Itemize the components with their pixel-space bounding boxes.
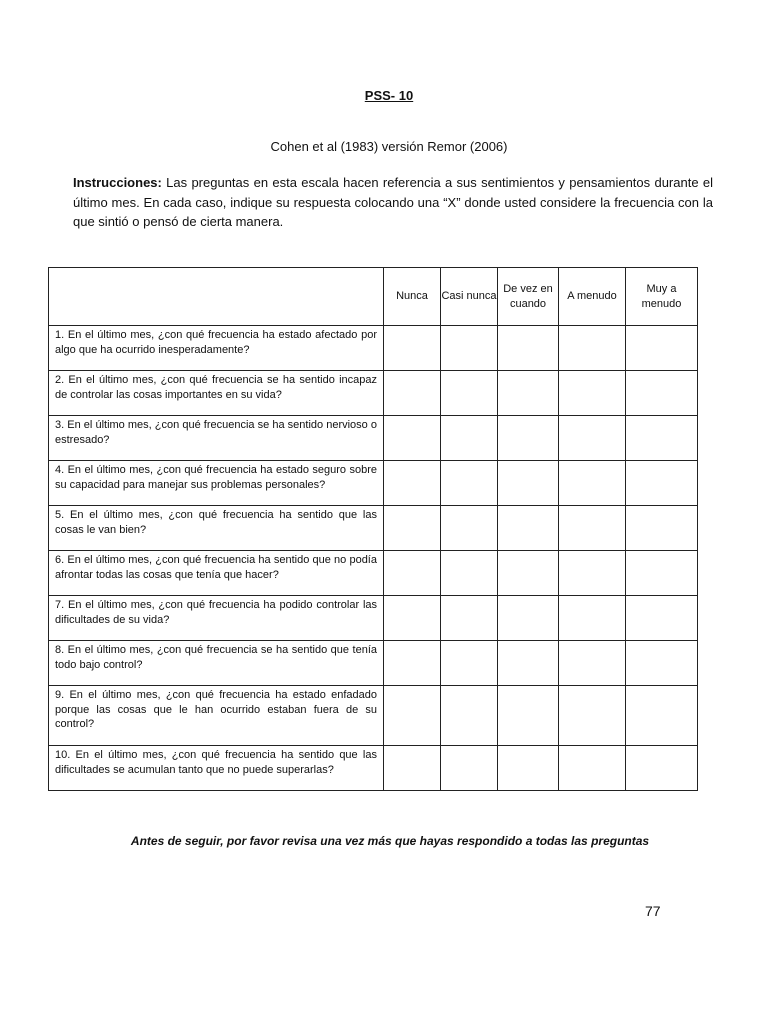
- answer-cell-muy-a-menudo[interactable]: [626, 746, 698, 791]
- question-text: 1. En el último mes, ¿con qué frecuencia ha estado afectado por algo que ha ocurrido inesperadamente?: [49, 326, 384, 371]
- answer-cell-de-vez-en-cuando[interactable]: [498, 416, 559, 461]
- answer-cell-de-vez-en-cuando[interactable]: [498, 686, 559, 746]
- table-row: [49, 686, 698, 746]
- question-text: 10. En el último mes, ¿con qué frecuencia ha sentido que las dificultades se acumulan tanto que no puede superarlas?: [49, 746, 384, 791]
- answer-cell-nunca[interactable]: [384, 551, 441, 596]
- question-text: 7. En el último mes, ¿con qué frecuencia ha podido controlar las dificultades de su vida?: [49, 596, 384, 641]
- answer-cell-muy-a-menudo[interactable]: [626, 371, 698, 416]
- answer-cell-de-vez-en-cuando[interactable]: [498, 506, 559, 551]
- answer-cell-casi-nunca[interactable]: [441, 596, 498, 641]
- answer-cell-a-menudo[interactable]: [559, 461, 626, 506]
- answer-cell-casi-nunca[interactable]: [441, 326, 498, 371]
- answer-cell-muy-a-menudo[interactable]: [626, 551, 698, 596]
- answer-cell-nunca[interactable]: [384, 686, 441, 746]
- answer-cell-a-menudo[interactable]: [559, 326, 626, 371]
- answer-cell-de-vez-en-cuando[interactable]: [498, 461, 559, 506]
- answer-cell-a-menudo[interactable]: [559, 686, 626, 746]
- question-text: 3. En el último mes, ¿con qué frecuencia se ha sentido nervioso o estresado?: [49, 416, 384, 461]
- answer-cell-nunca[interactable]: [384, 416, 441, 461]
- answer-cell-muy-a-menudo[interactable]: [626, 506, 698, 551]
- answer-cell-a-menudo[interactable]: [559, 746, 626, 791]
- question-text: 9. En el último mes, ¿con qué frecuencia ha estado enfadado porque las cosas que le han ocurrido estaban fuera de su control?: [49, 686, 384, 746]
- answer-cell-nunca[interactable]: [384, 371, 441, 416]
- question-text: 6. En el último mes, ¿con qué frecuencia ha sentido que no podía afrontar todas las cosas que tenía que hacer?: [49, 551, 384, 596]
- footer-reminder-note: Antes de seguir, por favor revisa una vez más que hayas respondido a todas las preguntas: [130, 834, 650, 848]
- question-text: 2. En el último mes, ¿con qué frecuencia se ha sentido incapaz de controlar las cosas importantes en su vida?: [49, 371, 384, 416]
- page-title: PSS- 10: [364, 88, 414, 103]
- answer-cell-a-menudo[interactable]: [559, 506, 626, 551]
- answer-cell-casi-nunca[interactable]: [441, 686, 498, 746]
- answer-cell-muy-a-menudo[interactable]: [626, 596, 698, 641]
- answer-cell-casi-nunca[interactable]: [441, 746, 498, 791]
- column-header-nunca: Nunca: [384, 268, 441, 326]
- table-row: [49, 371, 698, 416]
- answer-cell-nunca[interactable]: [384, 641, 441, 686]
- instructions-text: Las preguntas en esta escala hacen referencia a sus sentimientos y pensamientos durante el último mes. En cada caso, indique su respuesta colocando una “X” donde usted considere la frecuencia con la que sintió o pensó de cierta manera.: [73, 175, 713, 229]
- citation-subtitle: Cohen et al (1983) versión Remor (2006): [270, 139, 508, 154]
- answer-cell-a-menudo[interactable]: [559, 551, 626, 596]
- instructions-label: Instrucciones:: [73, 175, 162, 190]
- question-text: 5. En el último mes, ¿con qué frecuencia ha sentido que las cosas le van bien?: [49, 506, 384, 551]
- answer-cell-de-vez-en-cuando[interactable]: [498, 641, 559, 686]
- column-header-a-menudo: A menudo: [559, 268, 626, 326]
- answer-cell-de-vez-en-cuando[interactable]: [498, 326, 559, 371]
- answer-cell-muy-a-menudo[interactable]: [626, 326, 698, 371]
- answer-cell-casi-nunca[interactable]: [441, 551, 498, 596]
- answer-cell-casi-nunca[interactable]: [441, 506, 498, 551]
- table-row: [49, 506, 698, 551]
- answer-cell-nunca[interactable]: [384, 461, 441, 506]
- answer-cell-a-menudo[interactable]: [559, 371, 626, 416]
- answer-cell-nunca[interactable]: [384, 596, 441, 641]
- pss-scale-table: [48, 267, 698, 791]
- table-row: [49, 596, 698, 641]
- answer-cell-muy-a-menudo[interactable]: [626, 461, 698, 506]
- column-header-de-vez-en-cuando: De vez en cuando: [498, 268, 559, 326]
- question-column-header: [49, 268, 384, 326]
- answer-cell-muy-a-menudo[interactable]: [626, 416, 698, 461]
- answer-cell-casi-nunca[interactable]: [441, 461, 498, 506]
- answer-cell-casi-nunca[interactable]: [441, 371, 498, 416]
- answer-cell-nunca[interactable]: [384, 326, 441, 371]
- answer-cell-de-vez-en-cuando[interactable]: [498, 371, 559, 416]
- column-header-muy-a-menudo: Muy a menudo: [626, 268, 698, 326]
- table-header-row: [49, 268, 698, 326]
- page-number: 77: [645, 903, 661, 919]
- answer-cell-muy-a-menudo[interactable]: [626, 686, 698, 746]
- answer-cell-casi-nunca[interactable]: [441, 641, 498, 686]
- instructions-paragraph: [73, 173, 713, 232]
- question-text: 8. En el último mes, ¿con qué frecuencia se ha sentido que tenía todo bajo control?: [49, 641, 384, 686]
- table-row: [49, 551, 698, 596]
- column-header-casi-nunca: Casi nunca: [441, 268, 498, 326]
- answer-cell-de-vez-en-cuando[interactable]: [498, 596, 559, 641]
- question-text: 4. En el último mes, ¿con qué frecuencia ha estado seguro sobre su capacidad para manejar sus problemas personales?: [49, 461, 384, 506]
- answer-cell-a-menudo[interactable]: [559, 416, 626, 461]
- answer-cell-a-menudo[interactable]: [559, 641, 626, 686]
- table-row: [49, 461, 698, 506]
- table-row: [49, 746, 698, 791]
- answer-cell-de-vez-en-cuando[interactable]: [498, 551, 559, 596]
- table-row: [49, 416, 698, 461]
- answer-cell-nunca[interactable]: [384, 746, 441, 791]
- answer-cell-muy-a-menudo[interactable]: [626, 641, 698, 686]
- answer-cell-nunca[interactable]: [384, 506, 441, 551]
- table-row: [49, 326, 698, 371]
- answer-cell-casi-nunca[interactable]: [441, 416, 498, 461]
- table-row: [49, 641, 698, 686]
- answer-cell-a-menudo[interactable]: [559, 596, 626, 641]
- answer-cell-de-vez-en-cuando[interactable]: [498, 746, 559, 791]
